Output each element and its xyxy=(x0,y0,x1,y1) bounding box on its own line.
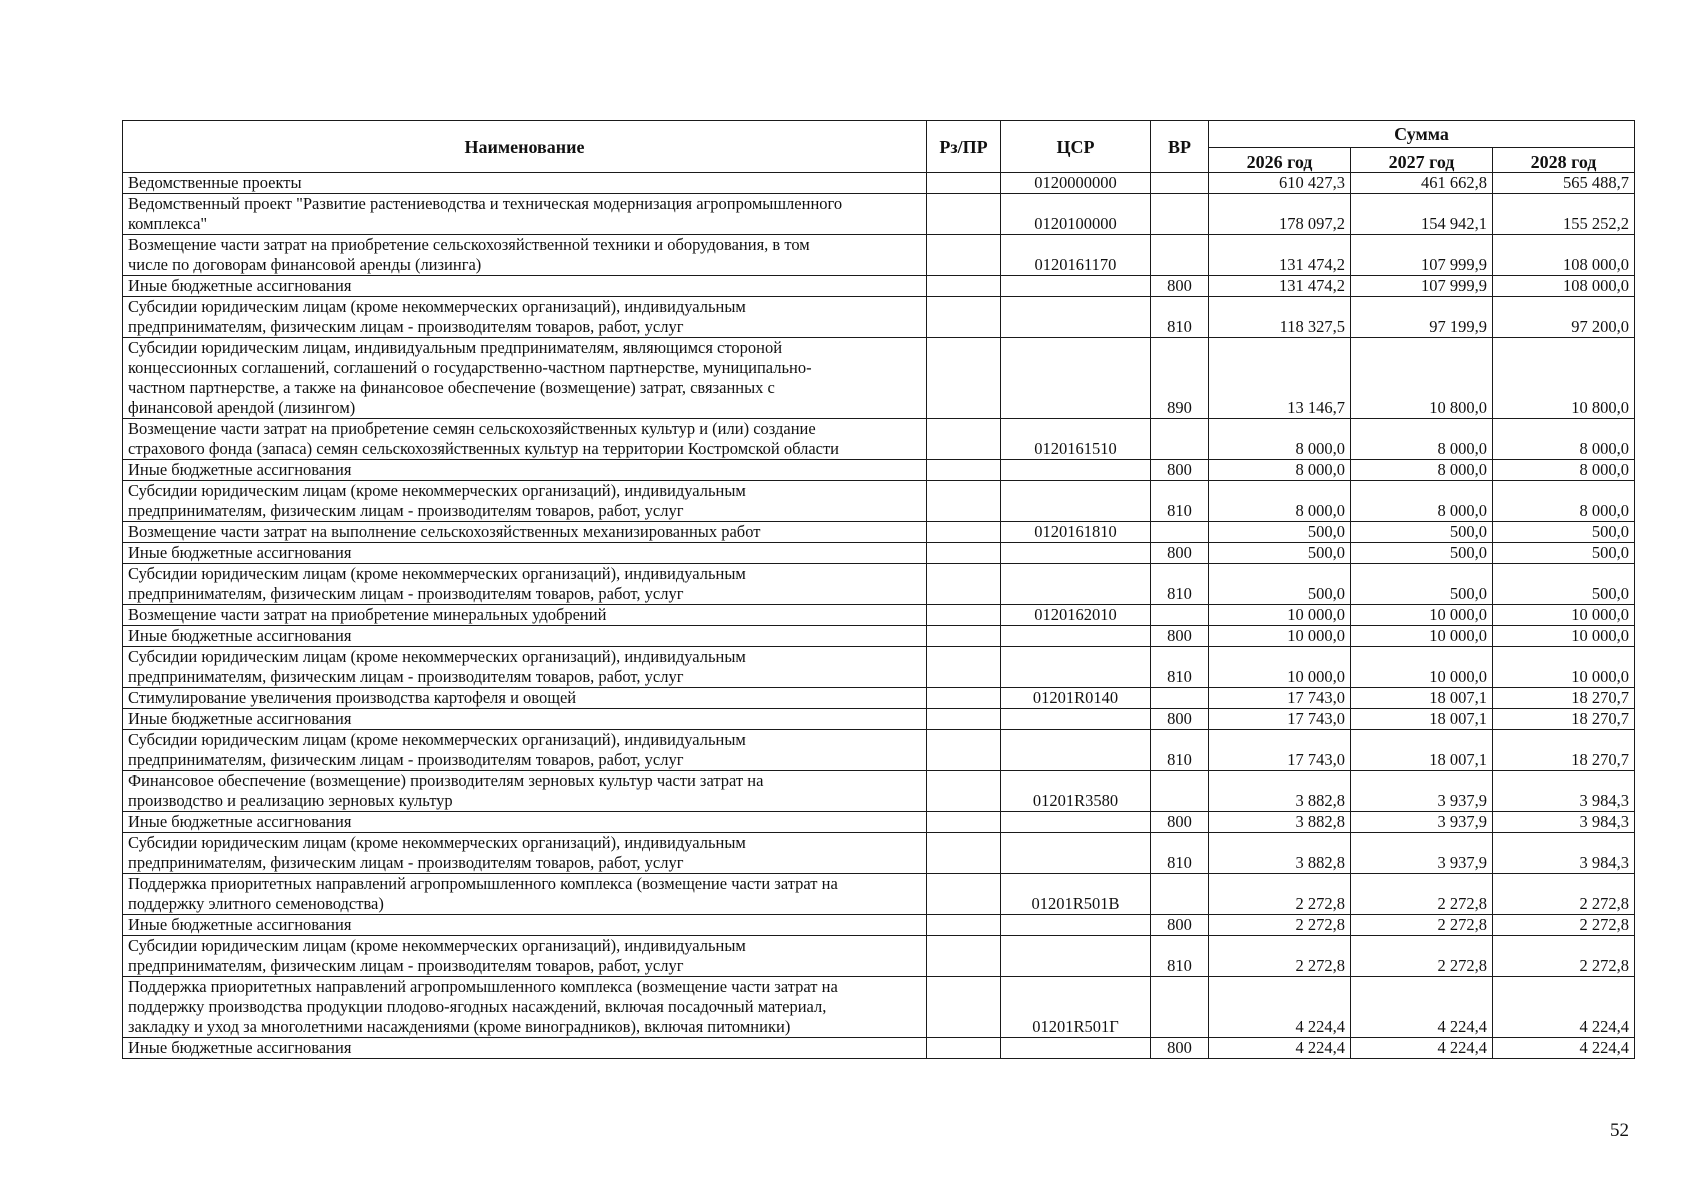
cell-vr: 800 xyxy=(1151,626,1209,647)
cell-rzpr xyxy=(927,626,1001,647)
header-year-2028: 2028 год xyxy=(1493,148,1635,173)
cell-name: Возмещение части затрат на приобретение сельскохозяйственной техники и оборудования, в том числе по договорам финансовой аренды (лизинга) xyxy=(123,235,927,276)
cell-rzpr xyxy=(927,812,1001,833)
table-row xyxy=(123,235,1635,276)
table-row xyxy=(123,771,1635,812)
cell-name: Поддержка приоритетных направлений агропромышленного комплекса (возмещение части затрат на поддержку элитного семеноводства) xyxy=(123,874,927,915)
cell-rzpr xyxy=(927,564,1001,605)
cell-name: Субсидии юридическим лицам (кроме некоммерческих организаций), индивидуальным предпринимателям, физическим лицам - производителям товаров, работ, услуг xyxy=(123,647,927,688)
header-sum: Сумма xyxy=(1209,121,1635,148)
cell-vr: 810 xyxy=(1151,481,1209,522)
cell-2026: 131 474,2 xyxy=(1209,235,1351,276)
cell-2027: 4 224,4 xyxy=(1351,1038,1493,1059)
cell-2028: 2 272,8 xyxy=(1493,915,1635,936)
cell-rzpr xyxy=(927,688,1001,709)
cell-csr xyxy=(1001,915,1151,936)
cell-2026: 13 146,7 xyxy=(1209,338,1351,419)
cell-2026: 500,0 xyxy=(1209,564,1351,605)
cell-rzpr xyxy=(927,730,1001,771)
cell-csr: 01201R501Г xyxy=(1001,977,1151,1038)
table-row xyxy=(123,481,1635,522)
cell-2026: 10 000,0 xyxy=(1209,626,1351,647)
table-row xyxy=(123,564,1635,605)
cell-csr: 01201R0140 xyxy=(1001,688,1151,709)
budget-table xyxy=(122,120,1635,1059)
cell-vr xyxy=(1151,173,1209,194)
cell-2026: 610 427,3 xyxy=(1209,173,1351,194)
cell-2026: 10 000,0 xyxy=(1209,647,1351,688)
cell-rzpr xyxy=(927,173,1001,194)
cell-2026: 8 000,0 xyxy=(1209,481,1351,522)
cell-rzpr xyxy=(927,709,1001,730)
table-row xyxy=(123,626,1635,647)
cell-vr: 890 xyxy=(1151,338,1209,419)
cell-csr: 0120161510 xyxy=(1001,419,1151,460)
cell-name: Поддержка приоритетных направлений агропромышленного комплекса (возмещение части затрат на поддержку производства продукции плодово-ягодных насаждений, включая посадочный материал, закладку и уход за многолетними насаждениями (кроме виноградников), включая питомники) xyxy=(123,977,927,1038)
cell-rzpr xyxy=(927,419,1001,460)
cell-rzpr xyxy=(927,771,1001,812)
cell-name: Возмещение части затрат на приобретение семян сельскохозяйственных культур и (или) создание страхового фонда (запаса) семян сельскохозяйственных культур на территории Костромской области xyxy=(123,419,927,460)
cell-name: Субсидии юридическим лицам (кроме некоммерческих организаций), индивидуальным предпринимателям, физическим лицам - производителям товаров, работ, услуг xyxy=(123,833,927,874)
cell-2028: 8 000,0 xyxy=(1493,481,1635,522)
cell-vr: 800 xyxy=(1151,709,1209,730)
cell-vr: 800 xyxy=(1151,812,1209,833)
cell-csr xyxy=(1001,481,1151,522)
cell-csr xyxy=(1001,276,1151,297)
cell-name: Иные бюджетные ассигнования xyxy=(123,543,927,564)
cell-2027: 97 199,9 xyxy=(1351,297,1493,338)
cell-csr xyxy=(1001,647,1151,688)
cell-2026: 3 882,8 xyxy=(1209,771,1351,812)
table-row xyxy=(123,812,1635,833)
cell-rzpr xyxy=(927,605,1001,626)
cell-2028: 10 000,0 xyxy=(1493,605,1635,626)
table-row xyxy=(123,276,1635,297)
cell-vr: 800 xyxy=(1151,460,1209,481)
table-row xyxy=(123,543,1635,564)
cell-rzpr xyxy=(927,915,1001,936)
cell-name: Иные бюджетные ассигнования xyxy=(123,812,927,833)
header-csr: ЦСР xyxy=(1001,121,1151,173)
table-row xyxy=(123,709,1635,730)
cell-2026: 178 097,2 xyxy=(1209,194,1351,235)
cell-2028: 500,0 xyxy=(1493,543,1635,564)
cell-csr: 0120161810 xyxy=(1001,522,1151,543)
cell-vr: 800 xyxy=(1151,915,1209,936)
cell-2027: 2 272,8 xyxy=(1351,874,1493,915)
table-row xyxy=(123,936,1635,977)
cell-name: Финансовое обеспечение (возмещение) производителям зерновых культур части затрат на производство и реализацию зерновых культур xyxy=(123,771,927,812)
table-header xyxy=(123,121,1635,173)
cell-vr: 810 xyxy=(1151,833,1209,874)
cell-name: Субсидии юридическим лицам (кроме некоммерческих организаций), индивидуальным предпринимателям, физическим лицам - производителям товаров, работ, услуг xyxy=(123,481,927,522)
cell-2027: 3 937,9 xyxy=(1351,771,1493,812)
table-row xyxy=(123,419,1635,460)
cell-vr: 810 xyxy=(1151,564,1209,605)
cell-2028: 500,0 xyxy=(1493,564,1635,605)
cell-2028: 2 272,8 xyxy=(1493,874,1635,915)
cell-name: Субсидии юридическим лицам, индивидуальным предпринимателям, являющимся стороной концессионных соглашений, соглашений о государственно-частном партнерстве, муниципально- частном партнерстве, а также на финансовое обеспечение (возмещение) затрат, связанных с финансовой арендой (лизингом) xyxy=(123,338,927,419)
cell-csr: 01201R3580 xyxy=(1001,771,1151,812)
cell-2028: 10 800,0 xyxy=(1493,338,1635,419)
cell-2026: 4 224,4 xyxy=(1209,1038,1351,1059)
cell-2026: 118 327,5 xyxy=(1209,297,1351,338)
cell-vr: 800 xyxy=(1151,276,1209,297)
cell-name: Ведомственные проекты xyxy=(123,173,927,194)
page-number: 52 xyxy=(1610,1120,1629,1141)
cell-vr xyxy=(1151,235,1209,276)
cell-2028: 8 000,0 xyxy=(1493,419,1635,460)
table-body xyxy=(123,173,1635,1059)
cell-name: Ведомственный проект "Развитие растениеводства и техническая модернизация агропромышленного комплекса" xyxy=(123,194,927,235)
header-vr: ВР xyxy=(1151,121,1209,173)
cell-vr xyxy=(1151,194,1209,235)
cell-vr xyxy=(1151,688,1209,709)
cell-csr xyxy=(1001,709,1151,730)
cell-2027: 2 272,8 xyxy=(1351,936,1493,977)
cell-2027: 10 000,0 xyxy=(1351,647,1493,688)
cell-name: Иные бюджетные ассигнования xyxy=(123,709,927,730)
table-row xyxy=(123,460,1635,481)
cell-2026: 2 272,8 xyxy=(1209,936,1351,977)
cell-name: Стимулирование увеличения производства картофеля и овощей xyxy=(123,688,927,709)
cell-2027: 10 800,0 xyxy=(1351,338,1493,419)
cell-2026: 17 743,0 xyxy=(1209,730,1351,771)
cell-rzpr xyxy=(927,235,1001,276)
cell-rzpr xyxy=(927,460,1001,481)
cell-csr xyxy=(1001,626,1151,647)
cell-2026: 17 743,0 xyxy=(1209,709,1351,730)
table-row xyxy=(123,688,1635,709)
cell-csr xyxy=(1001,297,1151,338)
cell-name: Субсидии юридическим лицам (кроме некоммерческих организаций), индивидуальным предпринимателям, физическим лицам - производителям товаров, работ, услуг xyxy=(123,730,927,771)
cell-csr xyxy=(1001,564,1151,605)
cell-vr: 810 xyxy=(1151,297,1209,338)
cell-csr: 0120162010 xyxy=(1001,605,1151,626)
cell-rzpr xyxy=(927,874,1001,915)
cell-2027: 10 000,0 xyxy=(1351,605,1493,626)
cell-rzpr xyxy=(927,977,1001,1038)
cell-2026: 10 000,0 xyxy=(1209,605,1351,626)
cell-2027: 2 272,8 xyxy=(1351,915,1493,936)
table-row xyxy=(123,297,1635,338)
cell-2026: 500,0 xyxy=(1209,522,1351,543)
cell-name: Возмещение части затрат на выполнение сельскохозяйственных механизированных работ xyxy=(123,522,927,543)
cell-csr xyxy=(1001,1038,1151,1059)
cell-csr: 0120100000 xyxy=(1001,194,1151,235)
cell-name: Иные бюджетные ассигнования xyxy=(123,460,927,481)
cell-name: Субсидии юридическим лицам (кроме некоммерческих организаций), индивидуальным предпринимателям, физическим лицам - производителям товаров, работ, услуг xyxy=(123,936,927,977)
cell-2026: 17 743,0 xyxy=(1209,688,1351,709)
cell-vr xyxy=(1151,419,1209,460)
cell-2026: 3 882,8 xyxy=(1209,812,1351,833)
cell-vr xyxy=(1151,605,1209,626)
cell-vr xyxy=(1151,977,1209,1038)
cell-2026: 2 272,8 xyxy=(1209,874,1351,915)
cell-vr xyxy=(1151,522,1209,543)
cell-csr xyxy=(1001,936,1151,977)
cell-2028: 2 272,8 xyxy=(1493,936,1635,977)
table-row xyxy=(123,338,1635,419)
header-rzpr: Рз/ПР xyxy=(927,121,1001,173)
cell-name: Субсидии юридическим лицам (кроме некоммерческих организаций), индивидуальным предпринимателям, физическим лицам - производителям товаров, работ, услуг xyxy=(123,297,927,338)
cell-2027: 10 000,0 xyxy=(1351,626,1493,647)
cell-name: Иные бюджетные ассигнования xyxy=(123,915,927,936)
table-row xyxy=(123,605,1635,626)
cell-2026: 3 882,8 xyxy=(1209,833,1351,874)
cell-rzpr xyxy=(927,481,1001,522)
cell-2028: 108 000,0 xyxy=(1493,235,1635,276)
cell-name: Иные бюджетные ассигнования xyxy=(123,626,927,647)
cell-2027: 107 999,9 xyxy=(1351,235,1493,276)
cell-2027: 3 937,9 xyxy=(1351,812,1493,833)
cell-2028: 108 000,0 xyxy=(1493,276,1635,297)
cell-2028: 4 224,4 xyxy=(1493,977,1635,1038)
cell-2028: 155 252,2 xyxy=(1493,194,1635,235)
cell-2026: 8 000,0 xyxy=(1209,460,1351,481)
cell-rzpr xyxy=(927,338,1001,419)
cell-csr xyxy=(1001,833,1151,874)
cell-2028: 3 984,3 xyxy=(1493,771,1635,812)
cell-rzpr xyxy=(927,1038,1001,1059)
cell-csr xyxy=(1001,812,1151,833)
cell-csr xyxy=(1001,730,1151,771)
cell-2028: 8 000,0 xyxy=(1493,460,1635,481)
header-year-2027: 2027 год xyxy=(1351,148,1493,173)
cell-rzpr xyxy=(927,543,1001,564)
cell-2027: 461 662,8 xyxy=(1351,173,1493,194)
cell-2026: 4 224,4 xyxy=(1209,977,1351,1038)
table-row xyxy=(123,833,1635,874)
cell-2028: 10 000,0 xyxy=(1493,647,1635,688)
table-row xyxy=(123,1038,1635,1059)
cell-csr: 01201R501B xyxy=(1001,874,1151,915)
cell-csr: 0120161170 xyxy=(1001,235,1151,276)
cell-2027: 8 000,0 xyxy=(1351,460,1493,481)
cell-2028: 18 270,7 xyxy=(1493,688,1635,709)
cell-vr: 800 xyxy=(1151,543,1209,564)
table-row xyxy=(123,647,1635,688)
table-row xyxy=(123,977,1635,1038)
cell-2027: 18 007,1 xyxy=(1351,709,1493,730)
cell-2026: 500,0 xyxy=(1209,543,1351,564)
cell-vr xyxy=(1151,771,1209,812)
cell-2027: 500,0 xyxy=(1351,564,1493,605)
header-year-2026: 2026 год xyxy=(1209,148,1351,173)
cell-rzpr xyxy=(927,936,1001,977)
cell-2027: 18 007,1 xyxy=(1351,730,1493,771)
cell-2027: 18 007,1 xyxy=(1351,688,1493,709)
cell-csr xyxy=(1001,543,1151,564)
cell-vr: 810 xyxy=(1151,936,1209,977)
cell-name: Иные бюджетные ассигнования xyxy=(123,1038,927,1059)
cell-vr: 810 xyxy=(1151,647,1209,688)
cell-vr: 810 xyxy=(1151,730,1209,771)
cell-rzpr xyxy=(927,297,1001,338)
cell-rzpr xyxy=(927,194,1001,235)
table-row xyxy=(123,522,1635,543)
cell-name: Возмещение части затрат на приобретение минеральных удобрений xyxy=(123,605,927,626)
cell-2027: 107 999,9 xyxy=(1351,276,1493,297)
cell-2027: 8 000,0 xyxy=(1351,419,1493,460)
cell-2028: 97 200,0 xyxy=(1493,297,1635,338)
cell-2026: 2 272,8 xyxy=(1209,915,1351,936)
cell-vr: 800 xyxy=(1151,1038,1209,1059)
cell-2027: 500,0 xyxy=(1351,543,1493,564)
cell-2027: 4 224,4 xyxy=(1351,977,1493,1038)
table-row xyxy=(123,730,1635,771)
cell-2028: 4 224,4 xyxy=(1493,1038,1635,1059)
header-name: Наименование xyxy=(123,121,927,173)
table-row xyxy=(123,874,1635,915)
table-row xyxy=(123,194,1635,235)
cell-rzpr xyxy=(927,276,1001,297)
cell-2026: 131 474,2 xyxy=(1209,276,1351,297)
cell-2028: 10 000,0 xyxy=(1493,626,1635,647)
cell-csr: 0120000000 xyxy=(1001,173,1151,194)
cell-2028: 3 984,3 xyxy=(1493,833,1635,874)
cell-2027: 8 000,0 xyxy=(1351,481,1493,522)
cell-name: Субсидии юридическим лицам (кроме некоммерческих организаций), индивидуальным предпринимателям, физическим лицам - производителям товаров, работ, услуг xyxy=(123,564,927,605)
table-row xyxy=(123,915,1635,936)
cell-csr xyxy=(1001,460,1151,481)
cell-csr xyxy=(1001,338,1151,419)
cell-rzpr xyxy=(927,522,1001,543)
cell-2027: 500,0 xyxy=(1351,522,1493,543)
cell-2028: 18 270,7 xyxy=(1493,709,1635,730)
cell-rzpr xyxy=(927,833,1001,874)
cell-name: Иные бюджетные ассигнования xyxy=(123,276,927,297)
cell-2028: 3 984,3 xyxy=(1493,812,1635,833)
cell-vr xyxy=(1151,874,1209,915)
cell-2028: 18 270,7 xyxy=(1493,730,1635,771)
cell-2027: 3 937,9 xyxy=(1351,833,1493,874)
cell-2028: 565 488,7 xyxy=(1493,173,1635,194)
cell-2028: 500,0 xyxy=(1493,522,1635,543)
table-row xyxy=(123,173,1635,194)
cell-rzpr xyxy=(927,647,1001,688)
cell-2026: 8 000,0 xyxy=(1209,419,1351,460)
cell-2027: 154 942,1 xyxy=(1351,194,1493,235)
